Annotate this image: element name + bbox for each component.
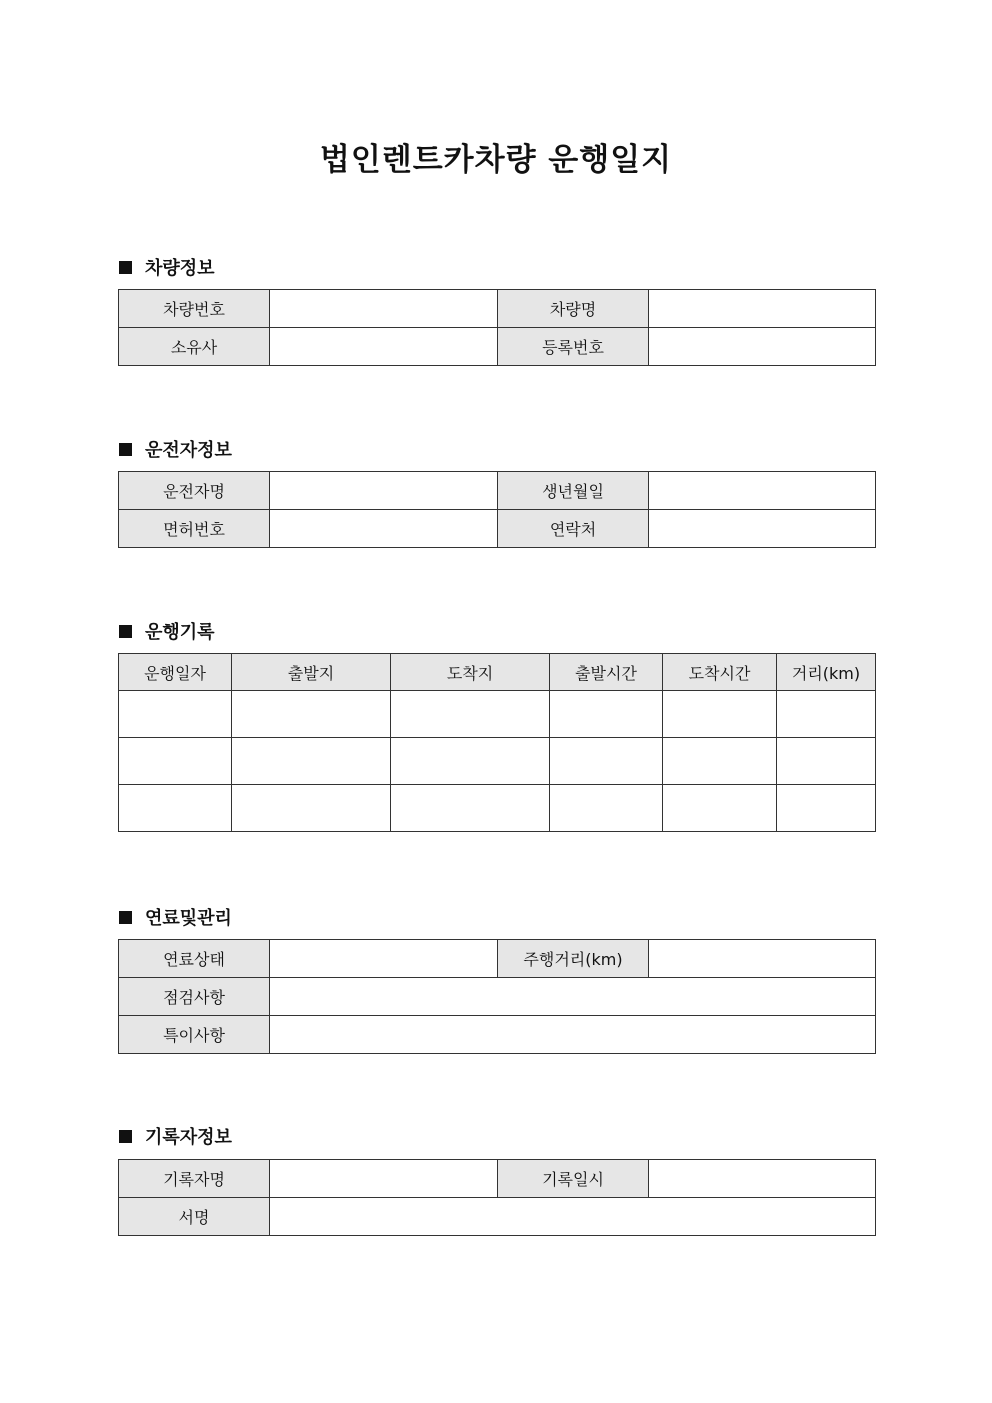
label-signature: 서명: [119, 1198, 270, 1236]
label-record-datetime: 기록일시: [498, 1160, 649, 1198]
label-recorder-name: 기록자명: [119, 1160, 270, 1198]
section-heading-label: 차량정보: [145, 258, 215, 279]
recorder-info-table: [118, 1159, 876, 1236]
cell-distance[interactable]: [777, 785, 876, 832]
col-header-arrival-time: 도착시간: [663, 654, 777, 691]
section-heading-log: [119, 618, 215, 644]
label-remarks: 특이사항: [119, 1016, 270, 1054]
cell-departure[interactable]: [232, 738, 391, 785]
field-registration-number[interactable]: [649, 328, 876, 366]
col-header-departure-time: 출발시간: [550, 654, 663, 691]
cell-date[interactable]: [119, 691, 232, 738]
field-owner[interactable]: [270, 328, 498, 366]
label-birth-date: 생년월일: [498, 472, 649, 510]
cell-arrival-time[interactable]: [663, 691, 777, 738]
col-header-departure: 출발지: [232, 654, 391, 691]
cell-departure-time[interactable]: [550, 785, 663, 832]
field-mileage[interactable]: [649, 940, 876, 978]
cell-arrival-time[interactable]: [663, 785, 777, 832]
label-fuel-status: 연료상태: [119, 940, 270, 978]
square-bullet-icon: [119, 625, 132, 638]
col-header-destination: 도착지: [391, 654, 550, 691]
page-title: 법인렌트카차량 운행일지: [319, 142, 673, 178]
section-heading-recorder: [119, 1123, 232, 1149]
field-fuel-status[interactable]: [270, 940, 498, 978]
table-row: [119, 691, 876, 738]
trip-log-table: [118, 653, 876, 832]
label-inspection: 점검사항: [119, 978, 270, 1016]
field-inspection[interactable]: [270, 978, 876, 1016]
vehicle-info-table: [118, 289, 876, 366]
label-contact: 연락처: [498, 510, 649, 548]
label-driver-name: 운전자명: [119, 472, 270, 510]
square-bullet-icon: [119, 1130, 132, 1143]
cell-distance[interactable]: [777, 738, 876, 785]
square-bullet-icon: [119, 443, 132, 456]
field-record-datetime[interactable]: [649, 1160, 876, 1198]
section-heading-fuel: [119, 904, 232, 930]
label-vehicle-name: 차량명: [498, 290, 649, 328]
field-signature[interactable]: [270, 1198, 876, 1236]
col-header-distance: 거리(km): [777, 654, 876, 691]
driver-info-table: [118, 471, 876, 548]
section-heading-label: 연료및관리: [145, 908, 232, 929]
label-owner: 소유사: [119, 328, 270, 366]
field-driver-name[interactable]: [270, 472, 498, 510]
section-heading-vehicle: [119, 254, 215, 280]
table-row: [119, 738, 876, 785]
section-heading-label: 기록자정보: [145, 1127, 232, 1148]
section-heading-label: 운전자정보: [145, 440, 232, 461]
cell-destination[interactable]: [391, 785, 550, 832]
table-row: [119, 785, 876, 832]
label-license-number: 면허번호: [119, 510, 270, 548]
col-header-date: 운행일자: [119, 654, 232, 691]
cell-destination[interactable]: [391, 691, 550, 738]
square-bullet-icon: [119, 261, 132, 274]
cell-departure-time[interactable]: [550, 738, 663, 785]
section-heading-driver: [119, 436, 232, 462]
cell-destination[interactable]: [391, 738, 550, 785]
label-vehicle-number: 차량번호: [119, 290, 270, 328]
cell-date[interactable]: [119, 785, 232, 832]
field-contact[interactable]: [649, 510, 876, 548]
cell-departure[interactable]: [232, 785, 391, 832]
cell-date[interactable]: [119, 738, 232, 785]
field-remarks[interactable]: [270, 1016, 876, 1054]
field-license-number[interactable]: [270, 510, 498, 548]
field-vehicle-name[interactable]: [649, 290, 876, 328]
cell-arrival-time[interactable]: [663, 738, 777, 785]
field-birth-date[interactable]: [649, 472, 876, 510]
square-bullet-icon: [119, 911, 132, 924]
cell-departure[interactable]: [232, 691, 391, 738]
section-heading-label: 운행기록: [145, 622, 215, 643]
label-mileage: 주행거리(km): [498, 940, 649, 978]
label-registration-number: 등록번호: [498, 328, 649, 366]
field-vehicle-number[interactable]: [270, 290, 498, 328]
cell-distance[interactable]: [777, 691, 876, 738]
cell-departure-time[interactable]: [550, 691, 663, 738]
fuel-management-table: [118, 939, 876, 1054]
field-recorder-name[interactable]: [270, 1160, 498, 1198]
